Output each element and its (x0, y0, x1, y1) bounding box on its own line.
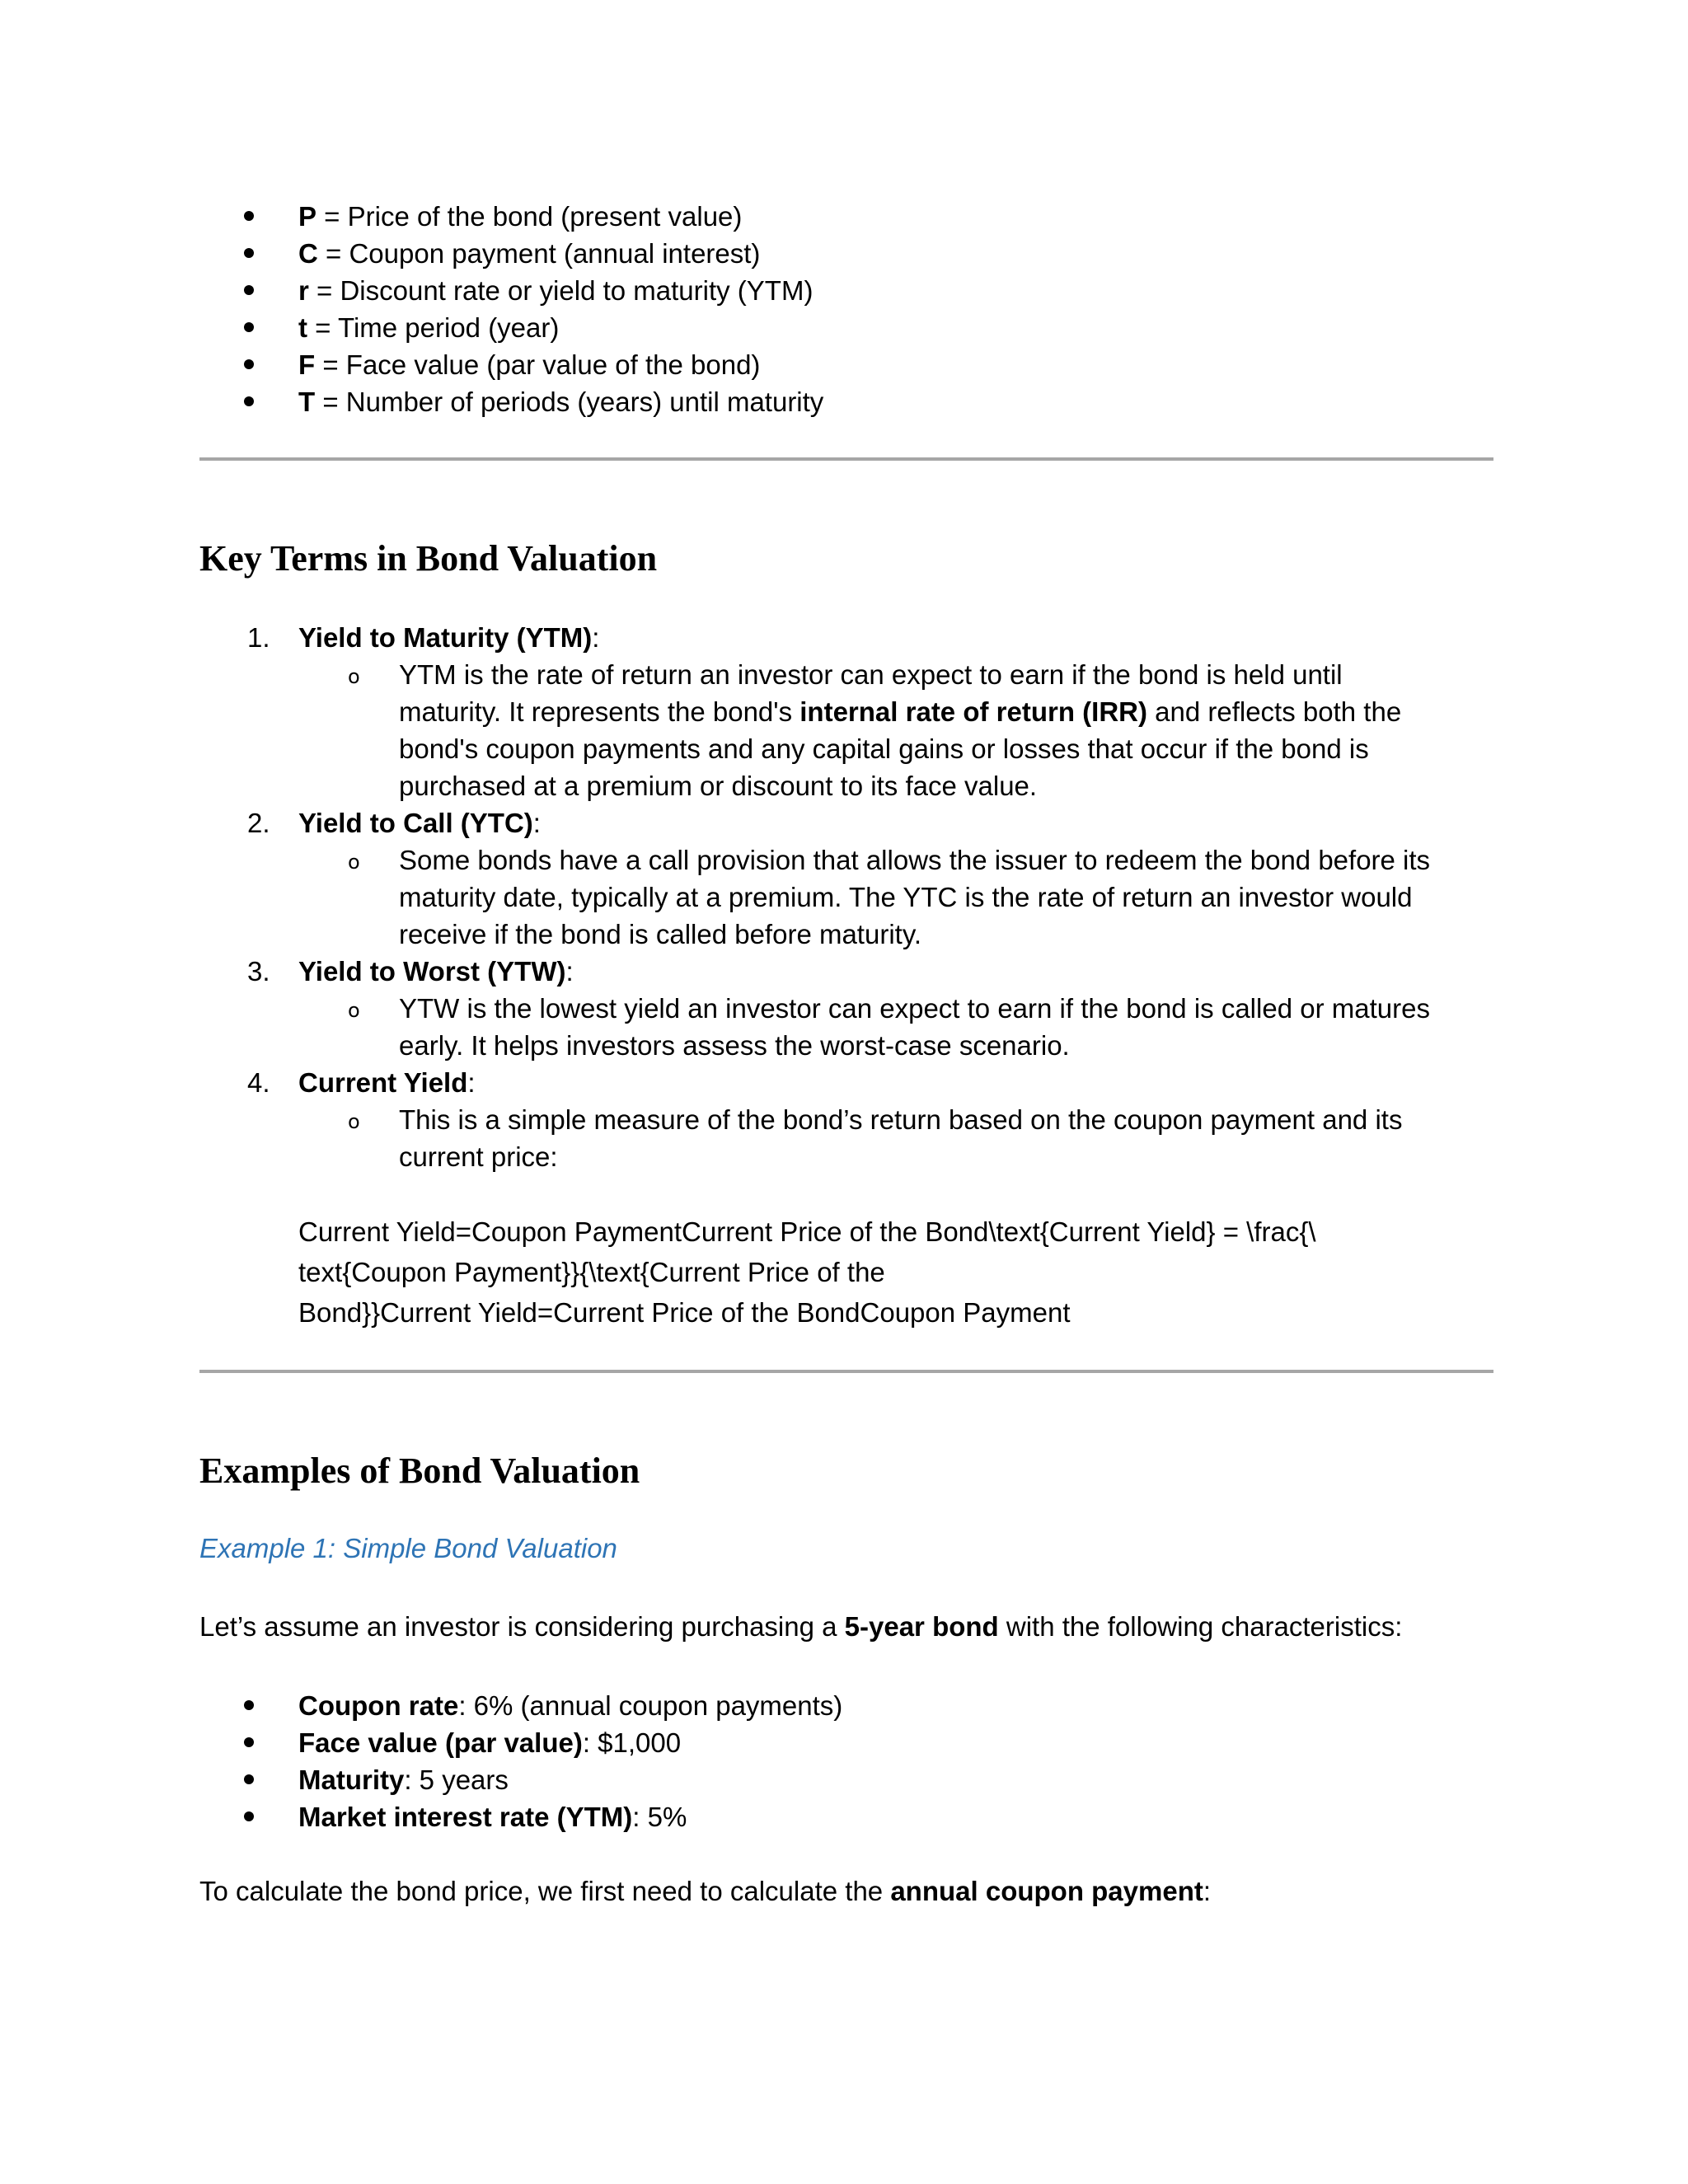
list-item (0, 309, 1566, 346)
variable-symbol: r (298, 275, 309, 306)
description-line: current price: (399, 1141, 558, 1172)
numbered-item-ytw (0, 953, 1566, 990)
description-line: maturity date, typically at a premium. The YTC is the rate of return an investor would (399, 882, 1413, 912)
current-yield-formula (298, 1212, 1493, 1333)
sub-bullet-icon: o (348, 999, 360, 1022)
sub-bullet-icon: o (348, 1110, 360, 1133)
sub-bullet-icon: o (348, 851, 360, 874)
characteristic-label: Maturity (298, 1765, 405, 1795)
term-description (399, 656, 1470, 804)
numbered-item-ytc (0, 804, 1566, 841)
term-colon: : (592, 622, 600, 653)
bullet-icon (244, 396, 254, 406)
term-label: Yield to Maturity (YTM) (298, 622, 593, 653)
variable-symbol: C (298, 238, 318, 269)
list-item (0, 198, 1566, 235)
sub-bullet-icon: o (348, 665, 360, 688)
description-line: bond's coupon payments and any capital gains or losses that occur if the bond is (399, 733, 1369, 764)
bullet-icon (244, 211, 254, 221)
term-colon: : (565, 956, 574, 987)
list-item (0, 235, 1566, 272)
description-line: YTM is the rate of return an investor can expect to earn if the bond is held until (399, 659, 1343, 690)
description-line: purchased at a premium or discount to its face value. (399, 771, 1038, 801)
bullet-icon (244, 1700, 254, 1710)
term-label: Yield to Worst (YTW) (298, 956, 566, 987)
description-line (399, 693, 1470, 730)
characteristic-value: : 6% (annual coupon payments) (458, 1690, 843, 1721)
item-number: 1. (247, 622, 270, 653)
calculation-paragraph (199, 1872, 1211, 1910)
description-line: early. It helps investors assess the worst-case scenario. (399, 1030, 1070, 1061)
bullet-icon (244, 1737, 254, 1747)
bold-text-run: internal rate of return (IRR) (799, 696, 1147, 727)
text-run: To calculate the bond price, we first need to calculate the (199, 1876, 891, 1906)
characteristic-value: : $1,000 (582, 1727, 682, 1758)
list-item (0, 1724, 1566, 1761)
formula-line: text{Coupon Payment}}{\text{Current Price of the (298, 1257, 885, 1287)
item-number: 4. (247, 1067, 270, 1098)
variable-description: = Number of periods (years) until maturity (315, 387, 824, 417)
text-run: Let’s assume an investor is considering purchasing a (199, 1611, 845, 1642)
list-item (0, 1687, 1566, 1724)
horizontal-divider (199, 457, 1493, 461)
term-label: Current Yield (298, 1067, 468, 1098)
variable-description: = Face value (par value of the bond) (315, 349, 761, 380)
variable-description: = Coupon payment (annual interest) (317, 238, 761, 269)
characteristic-label: Face value (par value) (298, 1727, 583, 1758)
numbered-item-current-yield (0, 1064, 1566, 1101)
variable-symbol: F (298, 349, 316, 380)
list-item (0, 1798, 1566, 1835)
characteristic-value: : 5 years (404, 1765, 509, 1795)
term-description (399, 841, 1470, 953)
term-description (399, 1101, 1470, 1175)
item-number: 3. (247, 956, 270, 987)
example-intro-paragraph (199, 1608, 1402, 1645)
variable-symbol: P (298, 201, 317, 232)
bold-text-run: annual coupon payment (890, 1876, 1203, 1906)
variable-description: = Discount rate or yield to maturity (YTM) (308, 275, 814, 306)
list-item (0, 272, 1566, 309)
variable-description: = Time period (year) (307, 312, 560, 343)
term-description (399, 990, 1470, 1064)
variable-symbol: T (298, 387, 316, 417)
list-item (0, 1761, 1566, 1798)
section-heading-examples: Examples of Bond Valuation (199, 1451, 640, 1491)
numbered-item-ytm (0, 619, 1566, 656)
horizontal-divider (199, 1370, 1493, 1373)
section-heading-key-terms: Key Terms in Bond Valuation (199, 538, 658, 579)
characteristic-label: Market interest rate (YTM) (298, 1802, 633, 1832)
formula-line: Current Yield=Coupon PaymentCurrent Price of the Bond\text{Current Yield} = \frac{\ (298, 1216, 1316, 1247)
term-colon: : (532, 808, 541, 838)
bullet-icon (244, 322, 254, 332)
list-item (0, 383, 1566, 420)
characteristic-label: Coupon rate (298, 1690, 459, 1721)
description-line: Some bonds have a call provision that allows the issuer to redeem the bond before its (399, 845, 1431, 875)
item-number: 2. (247, 808, 270, 838)
text-run: with the following characteristics: (998, 1611, 1403, 1642)
variable-description: = Price of the bond (present value) (316, 201, 743, 232)
bullet-icon (244, 1811, 254, 1821)
bold-text-run: 5-year bond (844, 1611, 999, 1642)
variable-symbol: t (298, 312, 307, 343)
text-run: maturity. It represents the bond's (399, 696, 800, 727)
list-item (0, 346, 1566, 383)
formula-line: Bond}}Current Yield=Current Price of the BondCoupon Payment (298, 1297, 1071, 1328)
description-line: YTW is the lowest yield an investor can expect to earn if the bond is called or matures (399, 993, 1430, 1024)
description-line: receive if the bond is called before maturity. (399, 919, 922, 949)
term-colon: : (467, 1067, 476, 1098)
description-line: This is a simple measure of the bond’s return based on the coupon payment and its (399, 1104, 1403, 1135)
bullet-icon (244, 1774, 254, 1784)
bullet-icon (244, 359, 254, 369)
text-run: and reflects both the (1146, 696, 1402, 727)
text-run: : (1203, 1876, 1212, 1906)
example-subtitle: Example 1: Simple Bond Valuation (199, 1533, 617, 1563)
bullet-icon (244, 248, 254, 258)
characteristic-value: : 5% (632, 1802, 687, 1832)
bullet-icon (244, 285, 254, 295)
term-label: Yield to Call (YTC) (298, 808, 533, 838)
